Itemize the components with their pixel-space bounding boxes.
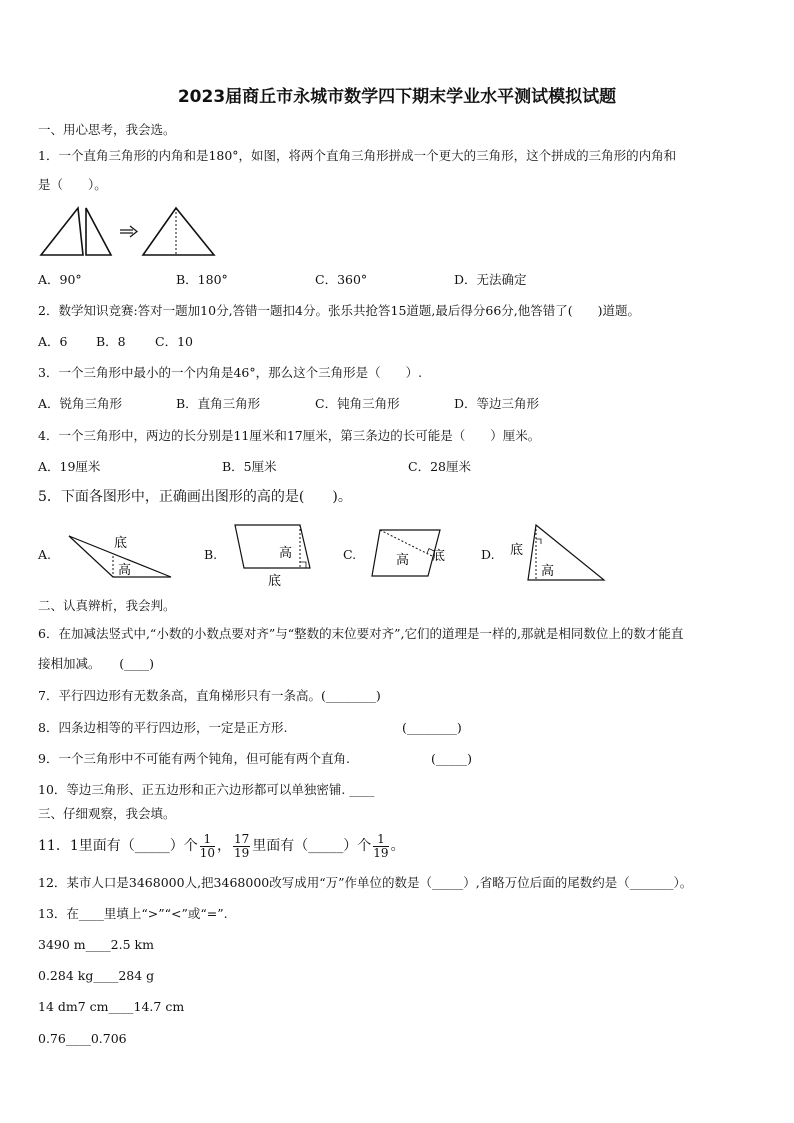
q11-part2: 里面有（_____）个 [252, 838, 372, 854]
q8-text: 8．四条边相等的平行四边形，一定是正方形. [38, 720, 288, 735]
q5-figure-c [370, 528, 455, 580]
section-heading-2: 二、认真辨析，我会判。 [38, 598, 176, 613]
q9-answer-blank[interactable]: (_____) [431, 751, 473, 766]
q5-option-b[interactable]: B. [204, 547, 218, 562]
section-heading-1: 一、用心思考，我会选。 [38, 122, 176, 137]
q4-option-a[interactable]: A．19厘米 [38, 459, 101, 474]
q5-figure-a [66, 530, 176, 582]
q5b-height-label: 高 [279, 546, 293, 561]
q11-fraction-1-10: $\frac{1}{10}$ [199, 831, 216, 860]
q11-line: 11．1里面有（_____）个 $\frac{1}{10}$ ， $\frac{17}{19}$ 里面有（_____）个 $\frac{1}{19}$ 。 [38, 831, 405, 860]
q5-figure-d [508, 523, 608, 585]
q5b-base-label: 底 [268, 574, 282, 589]
q13-item-3: 14 dm7 cm____14.7 cm [38, 999, 185, 1014]
q5-figure-b [232, 523, 317, 589]
q1-option-c[interactable]: C．360° [315, 272, 368, 287]
q5-text: 5．下面各图形中，正确画出图形的高的是( )。 [38, 489, 352, 505]
q2-option-a[interactable]: A．6 [38, 334, 68, 349]
q5-option-d[interactable]: D. [481, 547, 495, 562]
q3-text: 3．一个三角形中最小的一个内角是46°，那么这个三角形是（ ）. [38, 365, 423, 380]
q2-option-c[interactable]: C．10 [155, 334, 193, 349]
q5c-height-label: 高 [396, 553, 410, 568]
q8-answer-blank[interactable]: (________) [402, 720, 462, 735]
q1-text-line2: 是（ ）。 [38, 177, 107, 192]
q13-text: 13．在____里填上“>”“<”或“=”. [38, 906, 228, 921]
q1-text-line1: 1．一个直角三角形的内角和是180°，如图，将两个直角三角形拼成一个更大的三角形，这个拼成的三角形的内角和 [38, 148, 677, 163]
q3-option-b[interactable]: B．直角三角形 [176, 396, 261, 411]
q11-part1: 11．1里面有（_____）个 [38, 838, 198, 854]
q5-option-c[interactable]: C. [343, 547, 357, 562]
q6-text-line2: 接相加减。 (____) [38, 656, 155, 671]
page-title: 2023届商丘市永城市数学四下期末学业水平测试模拟试题 [177, 87, 617, 107]
q9-text: 9．一个三角形中不可能有两个钝角，但可能有两个直角. [38, 751, 350, 766]
q1-triangle-figure [38, 205, 228, 260]
q13-item-2: 0.284 kg____284 g [38, 968, 155, 983]
q1-option-a[interactable]: A．90° [38, 272, 82, 287]
q2-text: 2．数学知识竞赛:答对一题加10分,答错一题扣4分。张乐共抢答15道题,最后得分66分,他答错了( )道题。 [38, 303, 641, 318]
q5d-height-label: 高 [541, 564, 555, 579]
q3-option-a[interactable]: A．锐角三角形 [38, 396, 123, 411]
q13-item-4: 0.76____0.706 [38, 1031, 127, 1046]
q5a-base-label: 底 [114, 536, 128, 551]
q13-item-1: 3490 m____2.5 km [38, 937, 154, 952]
q6-text-line1: 6．在加减法竖式中,“小数的小数点要对齐”与“整数的末位要对齐”,它们的道理是一样的,那就是相同数位上的数才能直 [38, 626, 684, 641]
q11-fraction-1-19: $\frac{1}{19}$ [373, 831, 389, 860]
q5d-base-label: 底 [510, 543, 524, 558]
q5a-height-label: 高 [118, 563, 132, 578]
q12-text: 12．某市人口是3468000人,把3468000改写成用“万”作单位的数是（_____）,省略万位后面的尾数约是（_______）。 [38, 875, 693, 890]
q11-fraction-17-19: $\frac{17}{19}$ [234, 831, 250, 860]
q1-option-b[interactable]: B．180° [176, 272, 228, 287]
q10-text: 10．等边三角形、正五边形和正六边形都可以单独密铺. ____ [38, 782, 375, 797]
q1-option-d[interactable]: D．无法确定 [454, 272, 527, 287]
q7-text: 7．平行四边形有无数条高，直角梯形只有一条高。(________) [38, 688, 381, 703]
q2-option-b[interactable]: B．8 [96, 334, 126, 349]
q5-option-a[interactable]: A. [38, 547, 52, 562]
section-heading-3: 三、仔细观察，我会填。 [38, 806, 176, 821]
arrow-icon [120, 226, 137, 237]
q4-text: 4．一个三角形中，两边的长分别是11厘米和17厘米，第三条边的长可能是（ ）厘米。 [38, 428, 541, 443]
q5c-base-label: 底 [432, 549, 446, 564]
q3-option-d[interactable]: D．等边三角形 [454, 396, 540, 411]
q4-option-b[interactable]: B．5厘米 [222, 459, 277, 474]
q4-option-c[interactable]: C．28厘米 [408, 459, 471, 474]
q3-option-c[interactable]: C．钝角三角形 [315, 396, 400, 411]
